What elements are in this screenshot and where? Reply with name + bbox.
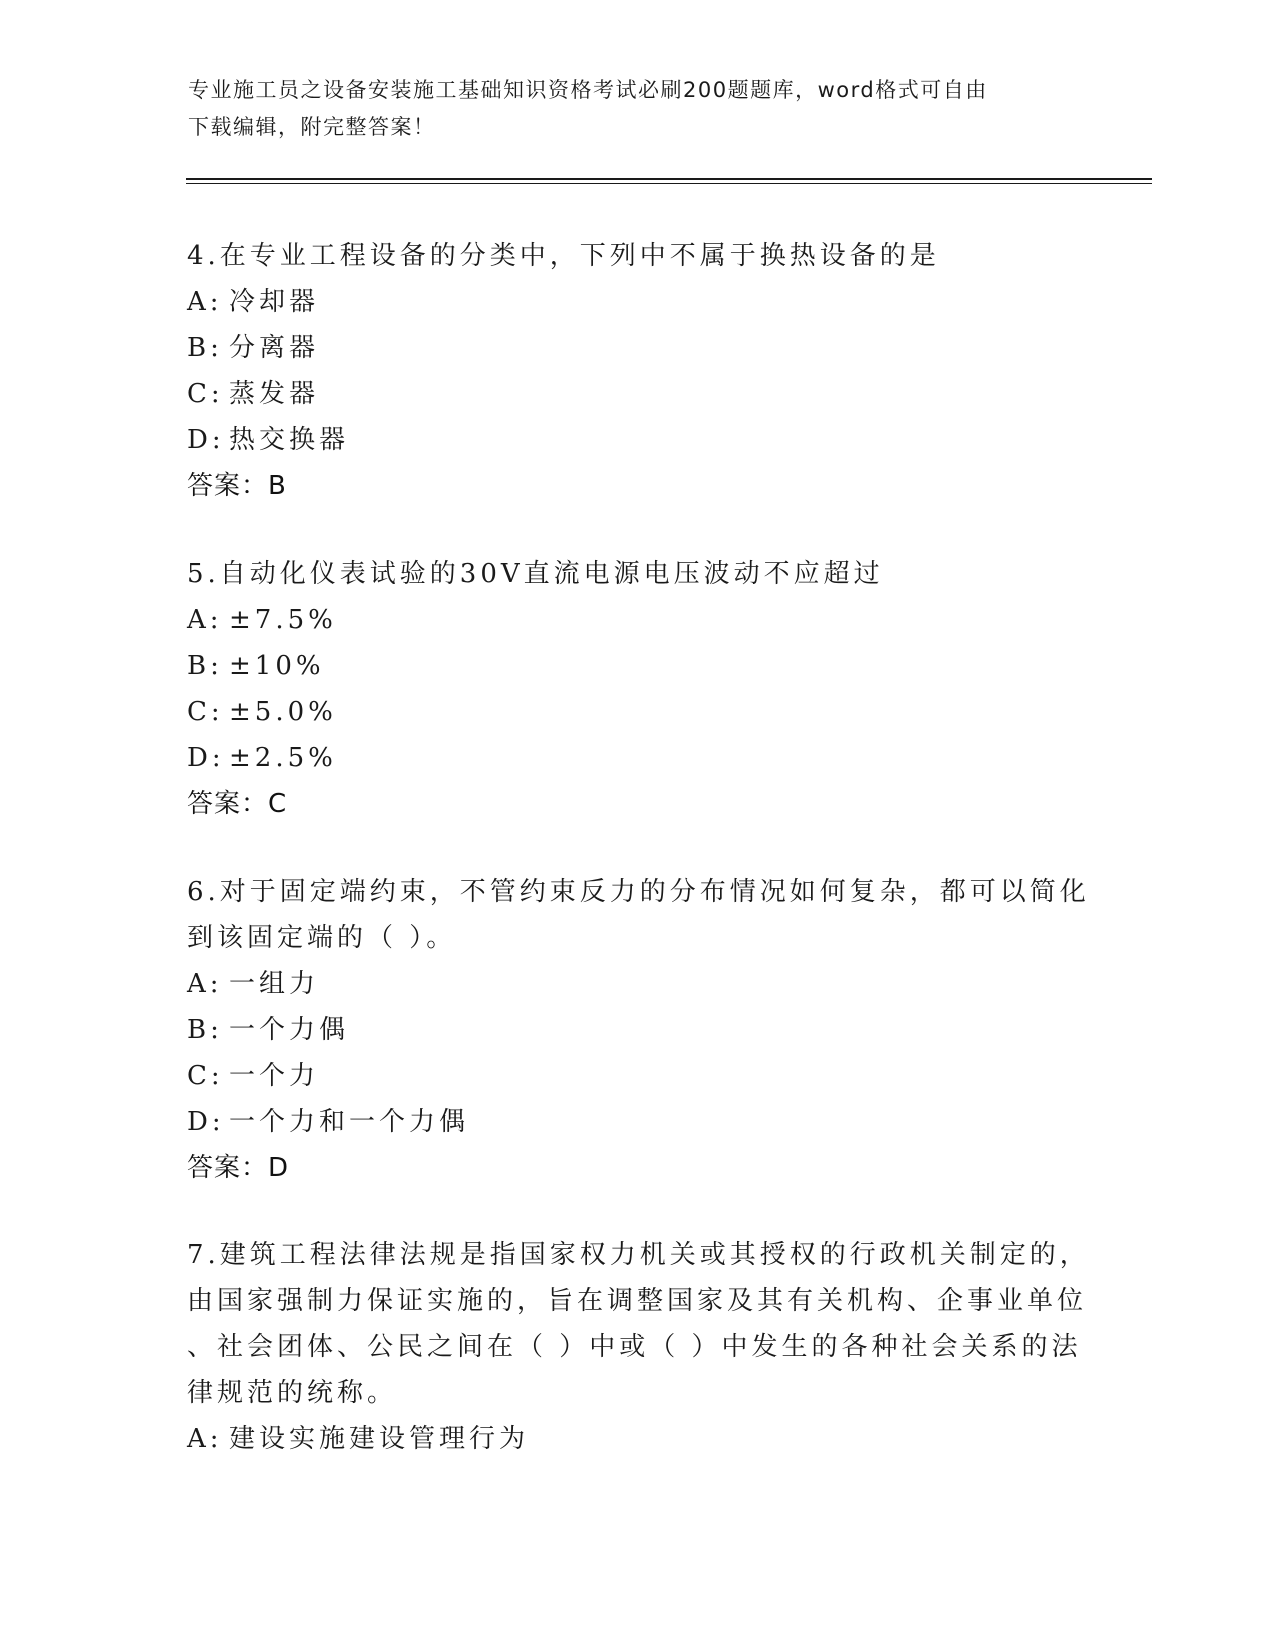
option-d xyxy=(187,735,1087,781)
option-letter: D: xyxy=(187,1107,225,1137)
option-text: 一个力和一个力偶 xyxy=(229,1107,470,1137)
header-line-2: 下载编辑，附完整答案！ xyxy=(188,115,436,139)
option-text: 蒸发器 xyxy=(229,379,320,409)
question-stem-line-3: 、社会团体、公民之间在（ ）中或（ ）中发生的各种社会关系的法 xyxy=(187,1332,1082,1362)
option-letter: A: xyxy=(187,605,223,635)
option-a xyxy=(187,1416,1087,1462)
question-stem-line-1: 6.对于固定端约束，不管约束反力的分布情况如何复杂，都可以简化 xyxy=(187,877,1090,907)
option-c xyxy=(187,371,1087,417)
option-text: ±7.5% xyxy=(229,605,337,635)
option-text: 一个力偶 xyxy=(229,1015,350,1045)
question-block xyxy=(187,233,1087,509)
header-line-1: 专业施工员之设备安装施工基础知识资格考试必刷200题题库，word格式可自由 xyxy=(188,78,988,102)
option-letter: A: xyxy=(187,1424,223,1454)
header-divider-thin xyxy=(186,183,1152,184)
option-letter: B: xyxy=(187,1015,223,1045)
answer-label: 答案：C xyxy=(187,789,288,819)
option-text: 分离器 xyxy=(229,333,320,363)
option-letter: A: xyxy=(187,969,223,999)
option-b xyxy=(187,325,1087,371)
option-text: 一组力 xyxy=(229,969,320,999)
option-letter: C: xyxy=(187,1061,224,1091)
option-a xyxy=(187,961,1087,1007)
question-block xyxy=(187,869,1090,1191)
option-d xyxy=(187,417,1087,463)
option-letter: C: xyxy=(187,379,224,409)
option-letter: D: xyxy=(187,743,225,773)
question-stem: 4.在专业工程设备的分类中，下列中不属于换热设备的是 xyxy=(187,241,940,271)
question-block xyxy=(187,551,1087,827)
answer-label: 答案：D xyxy=(187,1153,290,1183)
question-stem-line-2: 由国家强制力保证实施的，旨在调整国家及其有关机构、企事业单位 xyxy=(187,1286,1088,1316)
option-text: 一个力 xyxy=(229,1061,320,1091)
option-letter: C: xyxy=(187,697,224,727)
header-divider-thick xyxy=(186,178,1152,180)
option-c xyxy=(187,689,1087,735)
question-stem-line-2: 到该固定端的（ ）。 xyxy=(187,923,457,953)
option-text: ±10% xyxy=(229,651,325,681)
option-c xyxy=(187,1053,1087,1099)
option-letter: B: xyxy=(187,333,223,363)
question-stem-line-4: 律规范的统称。 xyxy=(187,1378,398,1408)
option-text: 热交换器 xyxy=(229,425,350,455)
option-text: ±2.5% xyxy=(229,743,337,773)
option-b xyxy=(187,1007,1087,1053)
option-text: ±5.0% xyxy=(229,697,337,727)
option-letter: A: xyxy=(187,287,223,317)
question-block xyxy=(187,1232,1090,1462)
option-text: 建设实施建设管理行为 xyxy=(229,1424,530,1454)
answer-label: 答案：B xyxy=(187,471,287,501)
option-a xyxy=(187,597,1087,643)
question-stem: 5.自动化仪表试验的30V直流电源电压波动不应超过 xyxy=(187,559,884,589)
option-letter: B: xyxy=(187,651,223,681)
option-letter: D: xyxy=(187,425,225,455)
question-stem-line-1: 7.建筑工程法律法规是指国家权力机关或其授权的行政机关制定的， xyxy=(187,1240,1090,1270)
document-header xyxy=(188,72,1088,146)
option-d xyxy=(187,1099,1087,1145)
option-a xyxy=(187,279,1087,325)
option-b xyxy=(187,643,1087,689)
option-text: 冷却器 xyxy=(229,287,320,317)
